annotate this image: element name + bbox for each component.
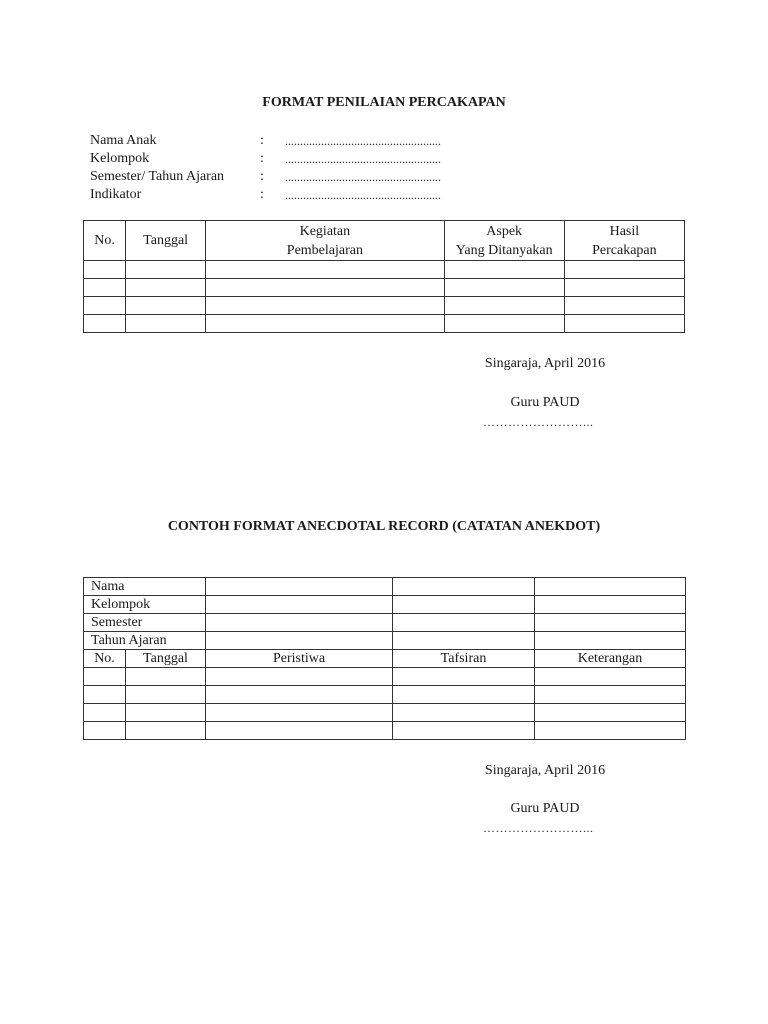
table-row bbox=[84, 668, 686, 686]
signature-role: Guru PAUD bbox=[510, 395, 580, 410]
info-label-nama: Nama bbox=[84, 578, 206, 596]
header-tanggal: Tanggal bbox=[126, 221, 206, 261]
field-dots: .................................................... bbox=[285, 188, 441, 202]
field-label: Semester/ Tahun Ajaran bbox=[90, 169, 225, 184]
table-row bbox=[84, 261, 685, 279]
info-row-kelompok bbox=[84, 596, 686, 614]
signature-line-2: ……………………... bbox=[483, 821, 594, 835]
table-row bbox=[84, 722, 686, 740]
field-colon: : bbox=[260, 133, 264, 148]
header-aspek-yang-ditanyakan: Aspek Yang Ditanyakan bbox=[444, 221, 564, 261]
field-label: Nama Anak bbox=[90, 133, 157, 148]
table-row bbox=[84, 279, 685, 297]
signature-line: ……………………... bbox=[483, 415, 594, 429]
field-label: Indikator bbox=[90, 187, 142, 202]
info-label-tahun-ajaran: Tahun Ajaran bbox=[84, 632, 206, 650]
field-dots: .................................................... bbox=[285, 152, 441, 166]
table-row bbox=[84, 315, 685, 333]
field-colon: : bbox=[260, 187, 264, 202]
header-hasil-percakapan: Hasil Percakapan bbox=[564, 221, 684, 261]
field-label: Kelompok bbox=[90, 151, 150, 166]
section2-title: CONTOH FORMAT ANECDOTAL RECORD (CATATAN ANEKDOT) bbox=[167, 519, 601, 534]
header-peristiwa: Peristiwa bbox=[206, 650, 393, 668]
percakapan-table bbox=[83, 220, 685, 333]
table-row bbox=[84, 297, 685, 315]
header-keterangan: Keterangan bbox=[535, 650, 686, 668]
header-no: No. bbox=[84, 650, 126, 668]
section1-title: FORMAT PENILAIAN PERCAKAPAN bbox=[262, 95, 506, 110]
table-header-row bbox=[84, 221, 685, 261]
table-header-row bbox=[84, 650, 686, 668]
info-label-kelompok: Kelompok bbox=[84, 596, 206, 614]
field-colon: : bbox=[260, 151, 264, 166]
header-kegiatan-pembelajaran: Kegiatan Pembelajaran bbox=[206, 221, 444, 261]
anecdotal-table bbox=[83, 577, 686, 740]
signature-place-date-2: Singaraja, April 2016 bbox=[484, 763, 606, 778]
signature-role-2: Guru PAUD bbox=[510, 801, 580, 816]
signature-place-date: Singaraja, April 2016 bbox=[484, 356, 606, 371]
table-row bbox=[84, 686, 686, 704]
info-row-nama bbox=[84, 578, 686, 596]
field-dots: .................................................... bbox=[285, 134, 441, 148]
table-row bbox=[84, 704, 686, 722]
info-row-semester bbox=[84, 614, 686, 632]
field-dots: .................................................... bbox=[285, 170, 441, 184]
header-no: No. bbox=[84, 221, 126, 261]
header-tanggal: Tanggal bbox=[126, 650, 206, 668]
info-row-tahun-ajaran bbox=[84, 632, 686, 650]
header-tafsiran: Tafsiran bbox=[393, 650, 535, 668]
field-colon: : bbox=[260, 169, 264, 184]
info-label-semester: Semester bbox=[84, 614, 206, 632]
